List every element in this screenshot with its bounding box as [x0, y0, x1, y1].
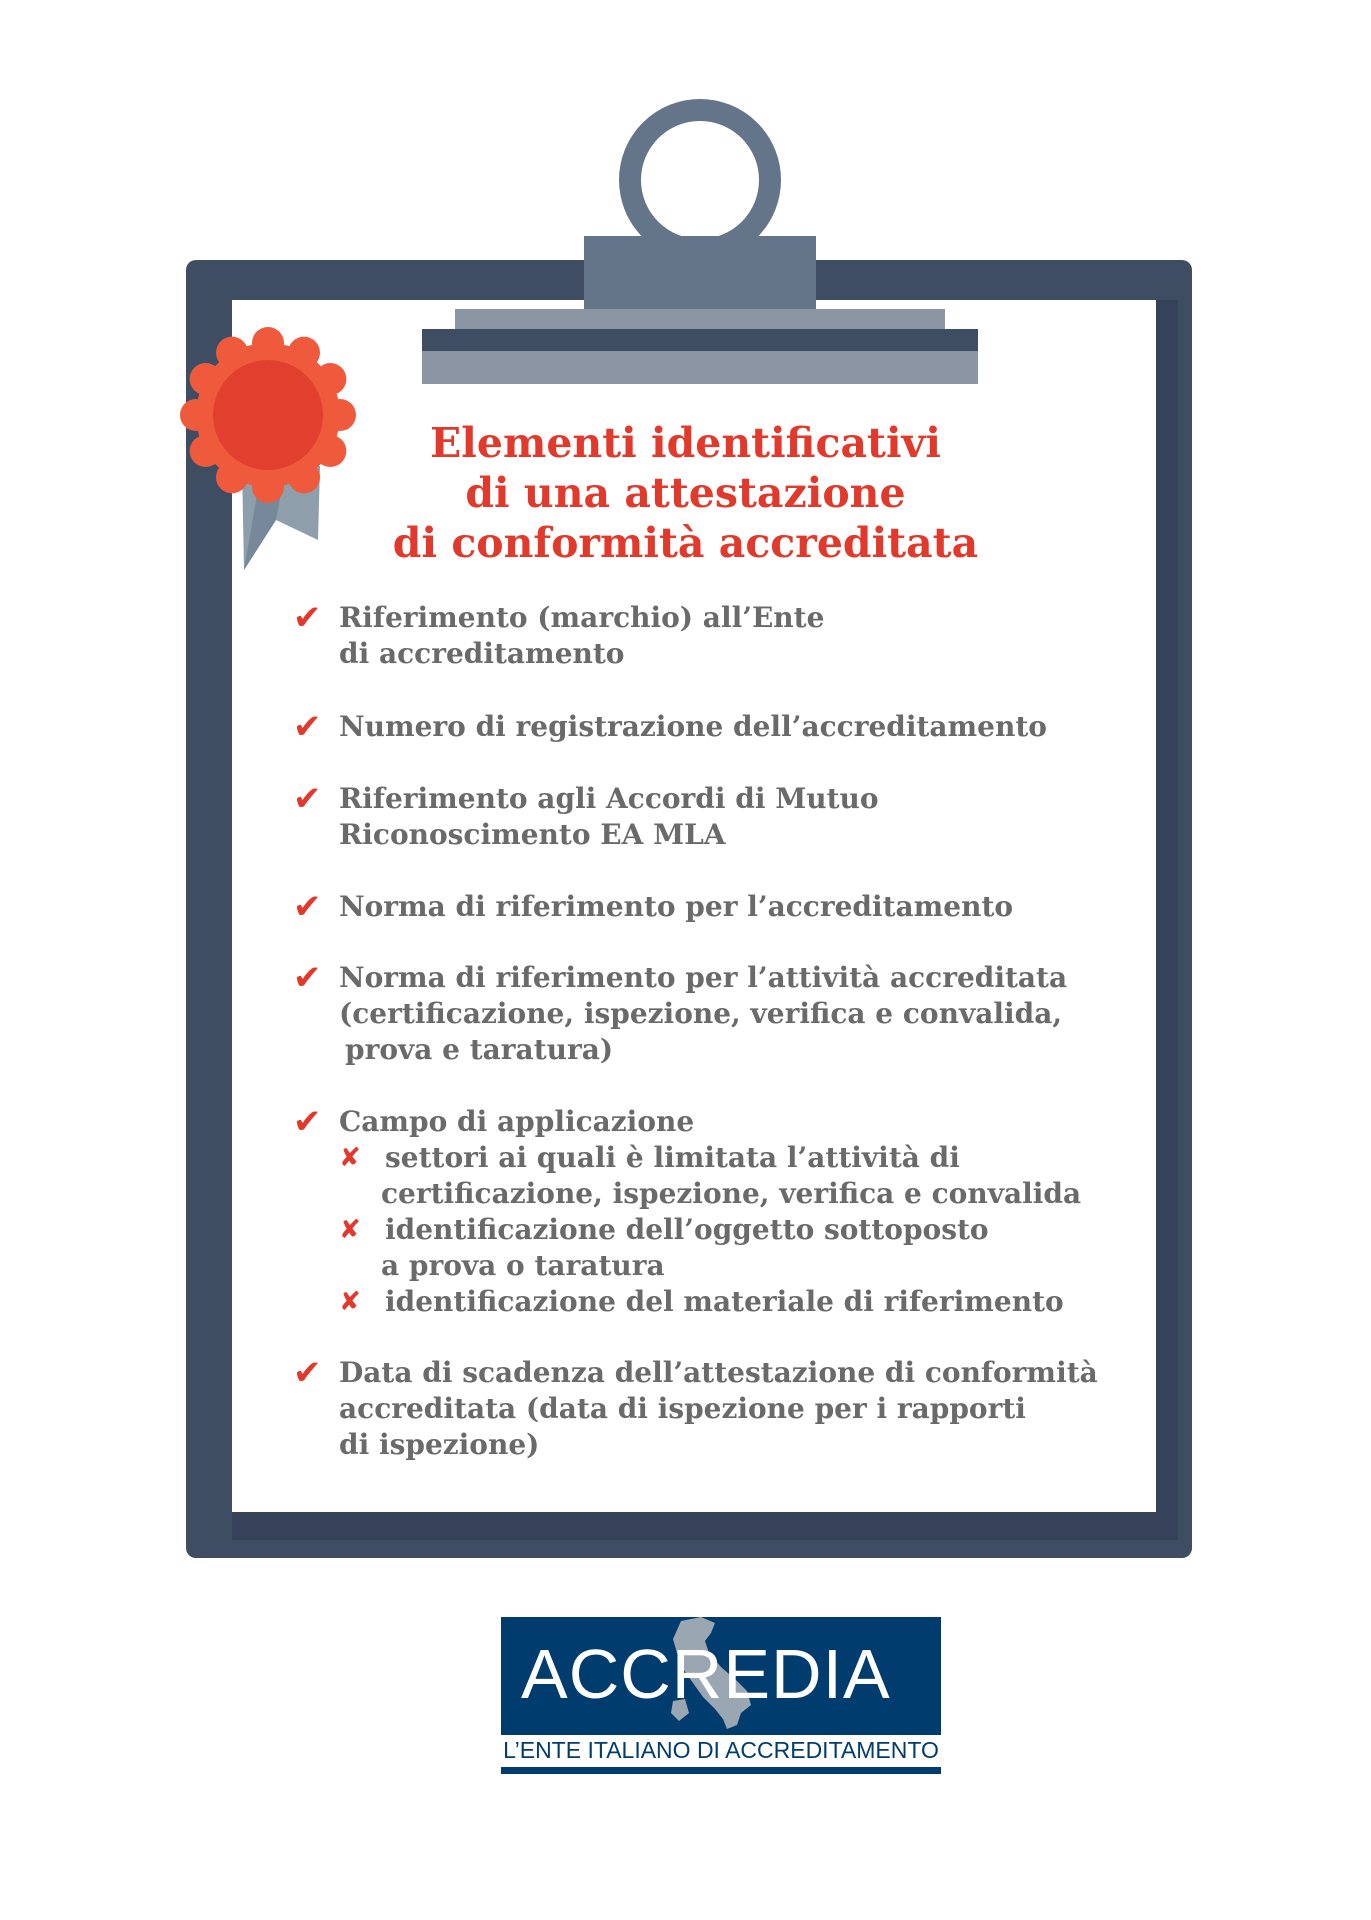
subitem-text: identificazione del materiale di riferimento — [385, 1285, 1064, 1318]
item-text: prova e taratura) — [345, 1033, 614, 1066]
check-icon: ✔ — [293, 779, 322, 819]
check-icon: ✔ — [293, 598, 322, 638]
logo-tagline: L’ENTE ITALIANO DI ACCREDITAMENTO — [503, 1737, 939, 1763]
scope-subitem-object — [339, 1212, 1123, 1284]
checklist-item-accreditation-standard — [293, 889, 1123, 925]
checklist-item-scope — [293, 1104, 1123, 1320]
cross-icon: ✘ — [339, 1215, 361, 1245]
accredia-logo — [501, 1617, 941, 1773]
check-icon: ✔ — [293, 1102, 322, 1142]
cross-icon: ✘ — [339, 1143, 361, 1173]
check-icon: ✔ — [293, 887, 322, 927]
scope-subitem-sectors — [339, 1140, 1123, 1212]
checklist-item-ente-reference — [293, 600, 1123, 672]
check-icon: ✔ — [293, 958, 322, 998]
check-icon: ✔ — [293, 707, 322, 747]
item-text: Norma di riferimento per l’attività accreditata — [339, 961, 1068, 994]
checklist-item-expiry-date — [293, 1355, 1123, 1463]
item-text: Data di scadenza dell’attestazione di conformità — [339, 1356, 1098, 1389]
subitem-text: identificazione dell’oggetto sottoposto — [385, 1213, 989, 1246]
item-text: Riferimento agli Accordi di Mutuo — [339, 782, 879, 815]
logo-wordmark: ACCREDIA — [521, 1635, 891, 1713]
checklist-item-registration-number — [293, 709, 1123, 745]
clipboard-clip-icon — [422, 110, 978, 384]
item-text: Numero di registrazione dell’accreditamento — [339, 710, 1047, 743]
item-text: di ispezione) — [339, 1428, 540, 1461]
item-text: Riconoscimento EA MLA — [339, 818, 726, 851]
checklist-item-activity-standard — [293, 960, 1123, 1068]
check-icon: ✔ — [293, 1353, 322, 1393]
cross-icon: ✘ — [339, 1287, 361, 1317]
subitem-text: a prova o taratura — [381, 1249, 665, 1282]
item-text: di accreditamento — [339, 637, 625, 670]
item-text: Norma di riferimento per l’accreditamento — [339, 890, 1014, 923]
item-text: Campo di applicazione — [339, 1105, 695, 1138]
item-text: (certificazione, ispezione, verifica e convalida, — [339, 997, 1063, 1030]
item-text: accreditata (data di ispezione per i rapporti — [339, 1392, 1026, 1425]
item-text: Riferimento (marchio) all’Ente — [339, 601, 825, 634]
logo-box — [501, 1617, 941, 1735]
checklist-item-mutual-recognition — [293, 781, 1123, 853]
logo-underline — [501, 1767, 941, 1774]
page-title-line-2: di una attestazione — [465, 469, 906, 517]
scope-subitem-reference-material — [339, 1284, 1123, 1320]
subitem-text: certificazione, ispezione, verifica e convalida — [381, 1177, 1082, 1210]
subitem-text: settori ai quali è limitata l’attività di — [385, 1141, 960, 1174]
page-title-line-3: di conformità accreditata — [392, 519, 979, 567]
page-title-line-1: Elementi identificativi — [430, 419, 941, 467]
